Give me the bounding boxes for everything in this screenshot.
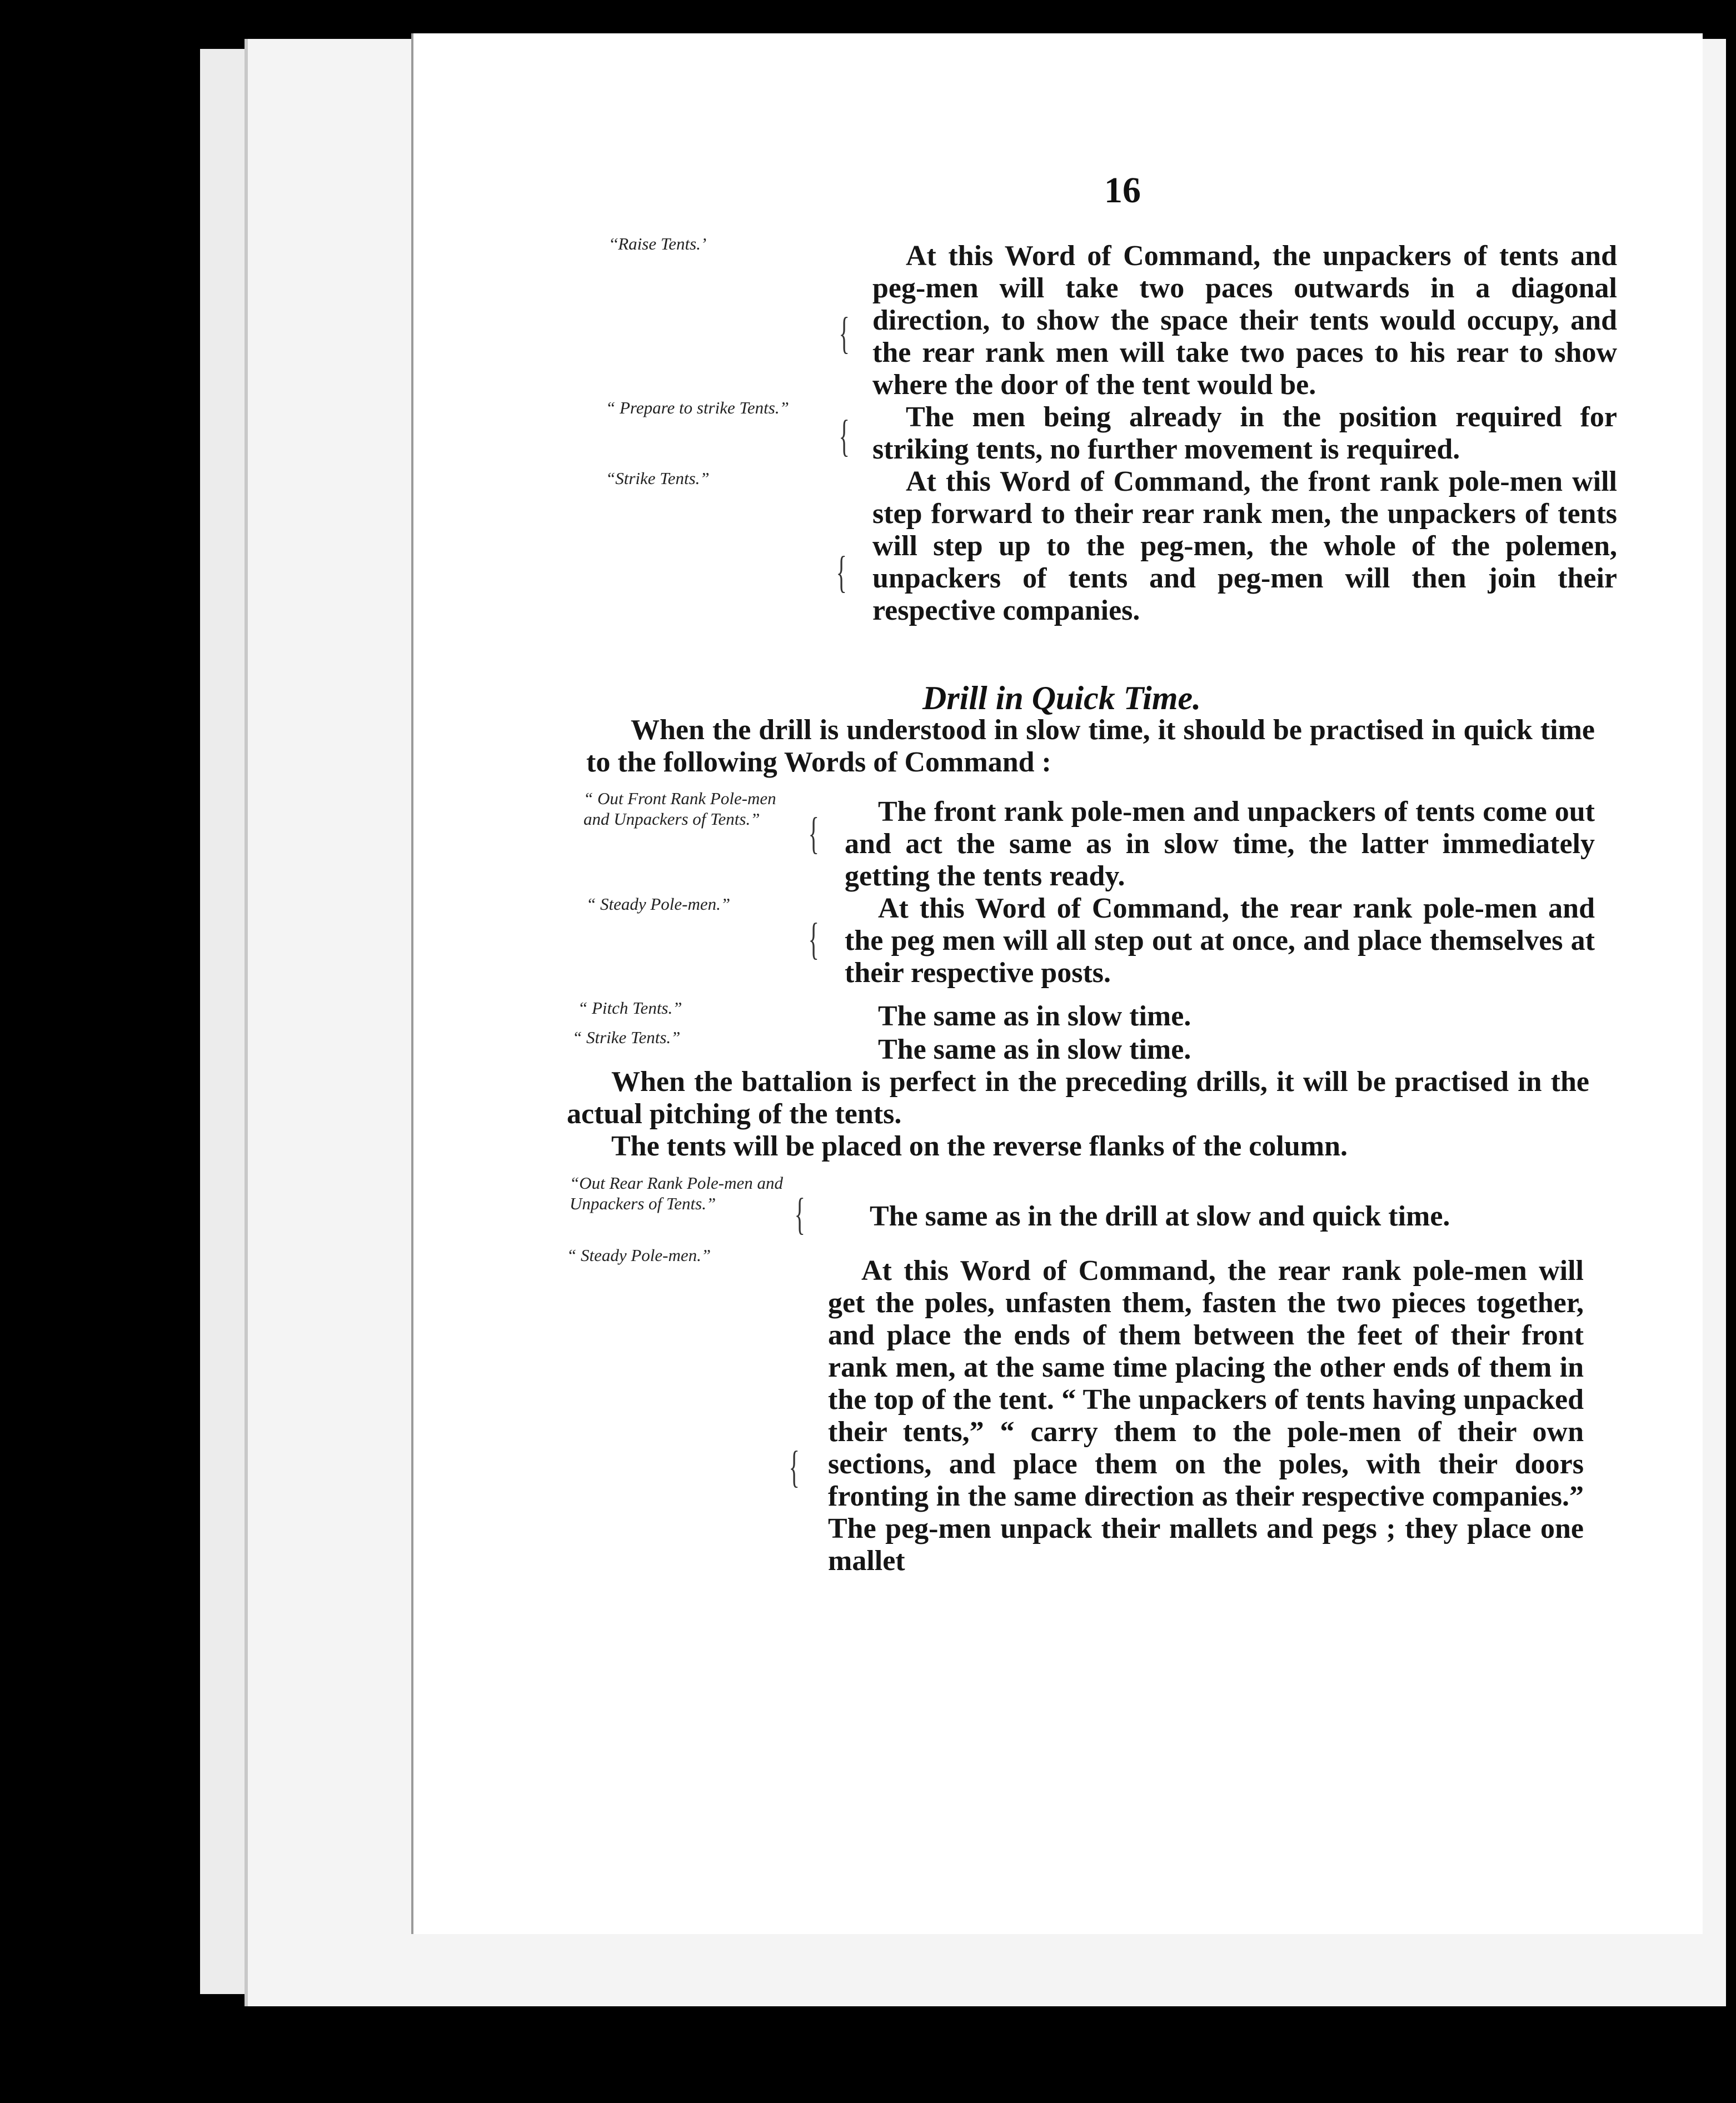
margin-note-out-front-rank: “ Out Front Rank Pole-men and Unpackers of Tents.” — [583, 789, 776, 829]
brace: { — [839, 412, 850, 461]
brace: { — [789, 1443, 800, 1492]
section-heading: Drill in Quick Time. — [922, 680, 1201, 716]
brace: { — [808, 809, 819, 858]
paragraph-out-front-rank: The front rank pole-men and unpackers of tents come out and act the same as in slow time, the latter immediately getting the tents ready. — [845, 796, 1595, 892]
paragraph-steady-pole-men: At this Word of Command, the rear rank pole-men and the peg men will all step out at once, and place themselves at their respective posts. — [845, 893, 1595, 989]
out-rear-rank-text: The same as in the drill at slow and quick time. — [870, 1200, 1450, 1232]
pitch-tents-text: The same as in slow time. — [878, 1000, 1191, 1032]
brace: { — [808, 915, 819, 964]
brace: { — [839, 309, 850, 358]
paragraph-intro: When the drill is understood in slow time, it should be practised in quick time to the following Words of Command : — [586, 714, 1595, 778]
margin-note-raise-tents: ‘‘Raise Tents.’ — [608, 234, 707, 253]
margin-note-steady-pole-men-2: “ Steady Pole-men.” — [567, 1245, 711, 1265]
margin-note-pitch-tents: “ Pitch Tents.” — [578, 998, 682, 1018]
paragraph-strike-tents: At this Word of Command, the front rank pole-men will step forward to their rear rank men, the unpackers of tents will step up to the peg-men, the whole of the polemen, unpackers of tents and peg-men will then join their respective companies. — [872, 466, 1617, 626]
section3-intro — [567, 1066, 1589, 1163]
margin-note-out-rear-rank: “Out Rear Rank Pole-men and Unpackers of Tents.” — [570, 1173, 783, 1213]
margin-note-prepare-strike: “ Prepare to strike Tents.” — [606, 398, 789, 417]
brace: { — [794, 1190, 805, 1239]
section2-body — [845, 796, 1595, 989]
section2-intro — [586, 714, 1595, 779]
paragraph-steady-pole-men-pitching: At this Word of Command, the rear rank pole-men will get the poles, unfasten them, fasten the two pieces together, and place the ends of them between the feet of their front rank men, at the same time placing the other ends of them in the top of the tent. “ The unpackers of tents having unpacked their tents,” “ carry them to the pole-men of their own sections, and place them on the poles, with their doors fronting in the same direction as their respective companies.” The peg-men unpack their mallets and pegs ; they place one mallet — [828, 1255, 1584, 1577]
section3-body — [828, 1255, 1584, 1577]
paragraph-raise-tents: At this Word of Command, the unpackers of tents and peg-men will take two paces outwards in a diagonal direction, to show the space their tents would occupy, and the rear rank men will take two paces to his rear to show where the door of the tent would be. — [872, 240, 1617, 401]
strike-tents-text: The same as in slow time. — [878, 1034, 1191, 1065]
section1-body — [872, 240, 1617, 627]
margin-note-steady-pole-men: “ Steady Pole-men.” — [586, 894, 731, 914]
brace: { — [836, 548, 847, 597]
paragraph-battalion-perfect: When the battalion is perfect in the preceding drills, it will be practised in the actual pitching of the tents. — [567, 1066, 1589, 1130]
margin-note-strike-tents-quick: “ Strike Tents.” — [572, 1028, 681, 1047]
paragraph-prepare-strike: The men being already in the position required for striking tents, no further movement is required. — [872, 401, 1617, 465]
margin-note-strike-tents: “Strike Tents.” — [606, 469, 710, 488]
page-number: 16 — [1104, 170, 1141, 211]
paragraph-tents-placed: The tents will be placed on the reverse flanks of the column. — [611, 1130, 1348, 1162]
